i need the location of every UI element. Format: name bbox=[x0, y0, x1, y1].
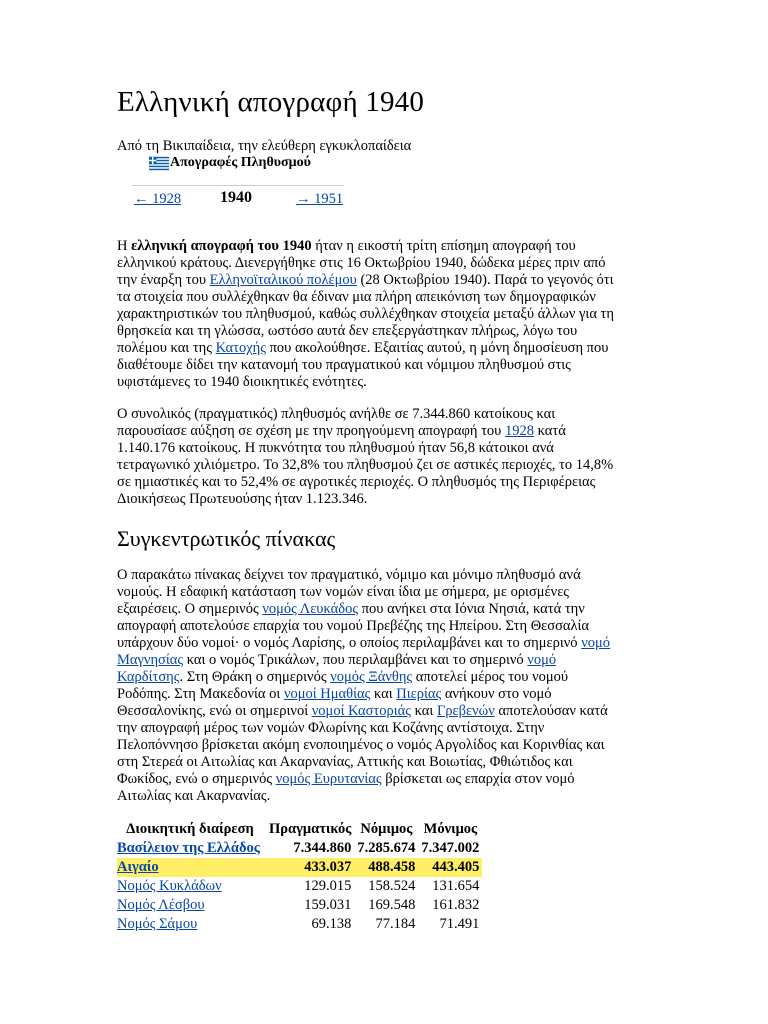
table-row bbox=[117, 896, 482, 915]
text-line bbox=[117, 584, 657, 601]
table-row bbox=[117, 858, 482, 877]
page-title: Ελληνική απογραφή 1940 bbox=[117, 86, 425, 118]
wiki-link[interactable]: νομοί Ημαθίας bbox=[283, 686, 371, 702]
text-segment: αποτελούσαν κατά bbox=[494, 703, 608, 719]
table-row bbox=[117, 877, 482, 896]
text-segment: κατά bbox=[533, 423, 566, 439]
census-nav bbox=[132, 189, 344, 209]
legal-population-cell: 158.524 bbox=[368, 878, 416, 894]
text-segment: πολέμου και της bbox=[117, 340, 216, 356]
text-segment: θρησκεία και τη γλώσσα, ωστόσο αυτά δεν επεξεργάστηκαν πλήρως, λόγω του bbox=[117, 323, 578, 339]
text-segment: την απογραφή μέρος των νομών Φλωρίνης και Κοζάνης αντίστοιχα. Στην bbox=[117, 720, 545, 736]
division-link[interactable]: Αιγαίο bbox=[117, 859, 159, 875]
wiki-link[interactable]: Μαγνησίας bbox=[117, 652, 184, 668]
text-segment: Πελοπόννησο βρίσκεται ακόμη ενοποιημένος ο νομός Αργολίδος και Κορινθίας και bbox=[117, 737, 605, 753]
text-segment: αποτελεί μέρος του νομού bbox=[412, 669, 569, 685]
text-segment: και bbox=[411, 703, 437, 719]
wiki-link[interactable]: Πιερίας bbox=[396, 686, 442, 702]
column-header-actual: Πραγματικός bbox=[269, 821, 352, 837]
text-segment: Ο συνολικός (πραγματικός) πληθυσμός ανήλθε σε 7.344.860 κατοίκους και bbox=[117, 406, 556, 422]
legal-population-cell: 7.285.674 bbox=[357, 840, 416, 856]
text-line bbox=[117, 601, 657, 618]
wiki-link[interactable]: νομοί Καστοριάς bbox=[311, 703, 411, 719]
wiki-link[interactable]: Γρεβενών bbox=[436, 703, 495, 719]
text-line bbox=[117, 323, 657, 340]
text-segment: . Στη Θράκη ο σημερινός bbox=[179, 669, 331, 685]
previous-census-link[interactable]: ← 1928 bbox=[134, 191, 182, 207]
wiki-link[interactable]: νομός Ευρυτανίας bbox=[275, 771, 382, 787]
text-line bbox=[117, 457, 657, 474]
bold-term: ελληνική απογραφή του 1940 bbox=[131, 238, 312, 254]
table-row bbox=[117, 915, 482, 934]
division-link[interactable]: Νομός Κυκλάδων bbox=[117, 878, 222, 894]
greek-flag-icon bbox=[149, 156, 169, 171]
text-segment: σε ημιαστικές και το 52,4% σε αγροτικές περιοχές. Ο πληθυσμός της Περιφέρειας bbox=[117, 474, 596, 490]
text-line bbox=[117, 720, 657, 737]
permanent-population-cell: 443.405 bbox=[418, 858, 482, 877]
text-segment: χαρακτηριστικών του πληθυσμού, καθώς συλλέχθηκαν στοιχεία μεταξύ άλλων για τη bbox=[117, 306, 614, 322]
text-line bbox=[117, 491, 657, 508]
division-cell bbox=[117, 915, 266, 934]
next-census-link[interactable]: → 1951 bbox=[296, 191, 344, 207]
text-segment: Θεσσαλονίκης, ενώ οι σημερινοί bbox=[117, 703, 312, 719]
text-line bbox=[117, 423, 657, 440]
text-segment: ελληνικού κράτους. Διενεργήθηκε στις 16 Οκτωβρίου 1940, δώδεκα μέρες πριν από bbox=[117, 255, 606, 271]
text-line bbox=[117, 440, 657, 457]
text-segment: Φωκίδος, ενώ ο σημερινός bbox=[117, 771, 276, 787]
text-segment: Διοικήσεως Πρωτευούσης ήταν 1.123.346. bbox=[117, 491, 368, 507]
text-segment: (28 Οκτωβρίου 1940). Παρά το γεγονός ότι bbox=[356, 272, 614, 288]
permanent-population-cell: 71.491 bbox=[439, 916, 480, 932]
actual-population-cell: 159.031 bbox=[304, 897, 352, 913]
text-line bbox=[117, 238, 657, 255]
text-segment: Ο παρακάτω πίνακας δείχνει τον πραγματικό, νόμιμο και μόνιμο πληθυσμό ανά bbox=[117, 567, 581, 583]
wiki-link[interactable]: νομός Ξάνθης bbox=[330, 669, 413, 685]
census-infobox bbox=[132, 152, 344, 207]
text-line bbox=[117, 788, 657, 805]
text-line bbox=[117, 635, 657, 652]
table-row bbox=[117, 839, 482, 858]
text-segment: στη Στερεά οι Αιτωλίας και Ακαρνανίας, Αττικής και Βοιωτίας, Φθιώτιδος και bbox=[117, 754, 573, 770]
actual-population-cell: 129.015 bbox=[304, 878, 352, 894]
wiki-link[interactable]: νομό bbox=[527, 652, 557, 668]
legal-population-cell: 169.548 bbox=[368, 897, 416, 913]
text-segment: εξαιρέσεις. Ο σημερινός bbox=[117, 601, 263, 617]
text-line bbox=[117, 686, 657, 703]
permanent-population-cell: 131.654 bbox=[432, 878, 480, 894]
division-link[interactable]: Βασίλειον της Ελλάδος bbox=[117, 840, 260, 856]
intro-paragraph bbox=[117, 238, 657, 391]
actual-population-cell: 69.138 bbox=[311, 916, 352, 932]
text-segment: ήταν η εικοστή τρίτη επίσημη απογραφή του bbox=[311, 238, 576, 254]
text-segment: υφιστάμενες το 1940 διοικητικές ενότητες. bbox=[117, 374, 367, 390]
wiki-link[interactable]: νομός Λευκάδος bbox=[262, 601, 359, 617]
division-link[interactable]: Νομός Σάμου bbox=[117, 916, 198, 932]
text-line bbox=[117, 340, 657, 357]
population-paragraph bbox=[117, 406, 657, 508]
division-cell bbox=[117, 839, 266, 858]
text-segment: υπάρχουν δύο νομοί· ο νομός Λαρίσης, ο οποίος περιλαμβάνει και το σημερινό bbox=[117, 635, 582, 651]
legal-population-cell: 488.458 bbox=[354, 858, 418, 877]
permanent-population-cell: 7.347.002 bbox=[421, 840, 480, 856]
text-segment: Η bbox=[117, 238, 132, 254]
text-line bbox=[117, 754, 657, 771]
text-segment: ανήκουν στο νομό bbox=[441, 686, 552, 702]
site-tagline: Από τη Βικιπαίδεια, την ελεύθερη εγκυκλοπαίδεια bbox=[117, 138, 412, 154]
text-line bbox=[117, 272, 657, 289]
text-line bbox=[117, 652, 657, 669]
table-header-row bbox=[117, 820, 482, 839]
section-heading: Συγκεντρωτικός πίνακας bbox=[117, 526, 336, 551]
wiki-link[interactable]: νομό bbox=[581, 635, 611, 651]
text-segment: τα στοιχεία που συλλέχθηκαν θα έδιναν μια πλήρη απεικόνιση των δημογραφικών bbox=[117, 289, 596, 305]
text-line bbox=[117, 406, 657, 423]
division-cell bbox=[117, 896, 266, 915]
text-line bbox=[117, 357, 657, 374]
text-segment: διαθέτουμε δίδει την κατανομή του πραγματικού και νόμιμου πληθυσμού στις bbox=[117, 357, 571, 373]
actual-population-cell: 433.037 bbox=[266, 858, 354, 877]
wiki-link[interactable]: Κατοχής bbox=[215, 340, 266, 356]
text-segment: τετραγωνικό χιλιόμετρο. Το 32,8% του πληθυσμού ζει σε αστικές περιοχές, το 14,8% bbox=[117, 457, 614, 473]
division-cell bbox=[117, 858, 266, 877]
infobox-divider bbox=[132, 185, 344, 186]
column-header-division: Διοικητική διαίρεση bbox=[126, 821, 254, 837]
text-line bbox=[117, 255, 657, 272]
current-census-year: 1940 bbox=[220, 189, 252, 206]
text-line bbox=[117, 703, 657, 720]
text-segment: απογραφή αποτελούσε επαρχία του νομού Πρεβέζης της Ηπείρου. Στη Θεσσαλία bbox=[117, 618, 590, 634]
wiki-link[interactable]: Ελληνοϊταλικού πολέμου bbox=[209, 272, 357, 288]
census-table bbox=[117, 820, 482, 934]
wiki-link[interactable]: Καρδίτσης bbox=[117, 669, 180, 685]
text-segment: 1.140.176 κατοίκους. Η πυκνότητα του πληθυσμού ήταν 56,8 κάτοικοι ανά bbox=[117, 440, 554, 456]
text-segment: Ροδόπης. Στη Μακεδονία οι bbox=[117, 686, 284, 702]
text-line bbox=[117, 374, 657, 391]
column-header-permanent: Μόνιμος bbox=[423, 821, 478, 837]
text-line bbox=[117, 289, 657, 306]
text-segment: την έναρξη του bbox=[117, 272, 210, 288]
text-line bbox=[117, 474, 657, 491]
text-line bbox=[117, 618, 657, 635]
legal-population-cell: 77.184 bbox=[375, 916, 416, 932]
text-segment: Αιτωλίας και Ακαρνανίας. bbox=[117, 788, 271, 804]
division-cell bbox=[117, 877, 266, 896]
text-segment: που ακολούθησε. Εξαιτίας αυτού, η μόνη δημοσίευση που bbox=[265, 340, 609, 356]
text-line bbox=[117, 771, 657, 788]
infobox-heading: Απογραφές Πληθυσμού bbox=[170, 155, 311, 170]
permanent-population-cell: 161.832 bbox=[432, 897, 480, 913]
wiki-link[interactable]: 1928 bbox=[504, 423, 534, 439]
text-segment: παρουσίασε αύξηση σε σχέση με την προηγούμενη απογραφή του bbox=[117, 423, 505, 439]
infobox-heading-row bbox=[132, 152, 344, 174]
text-line bbox=[117, 737, 657, 754]
table-description-paragraph bbox=[117, 567, 657, 805]
column-header-legal: Νόμιμος bbox=[360, 821, 413, 837]
actual-population-cell: 7.344.860 bbox=[293, 840, 352, 856]
text-segment: και bbox=[370, 686, 397, 702]
division-link[interactable]: Νομός Λέσβου bbox=[117, 897, 205, 913]
text-segment: βρίσκεται ως επαρχία στον νομό bbox=[381, 771, 575, 787]
text-segment: νομούς. Η εδαφική κατάσταση των νομών είναι ίδια με σήμερα, με ορισμένες bbox=[117, 584, 570, 600]
text-line bbox=[117, 306, 657, 323]
text-line bbox=[117, 567, 657, 584]
text-segment: που ανήκει στα Ιόνια Νησιά, κατά την bbox=[358, 601, 585, 617]
text-line bbox=[117, 669, 657, 686]
text-segment: και ο νομός Τρικάλων, που περιλαμβάνει και το σημερινό bbox=[183, 652, 528, 668]
